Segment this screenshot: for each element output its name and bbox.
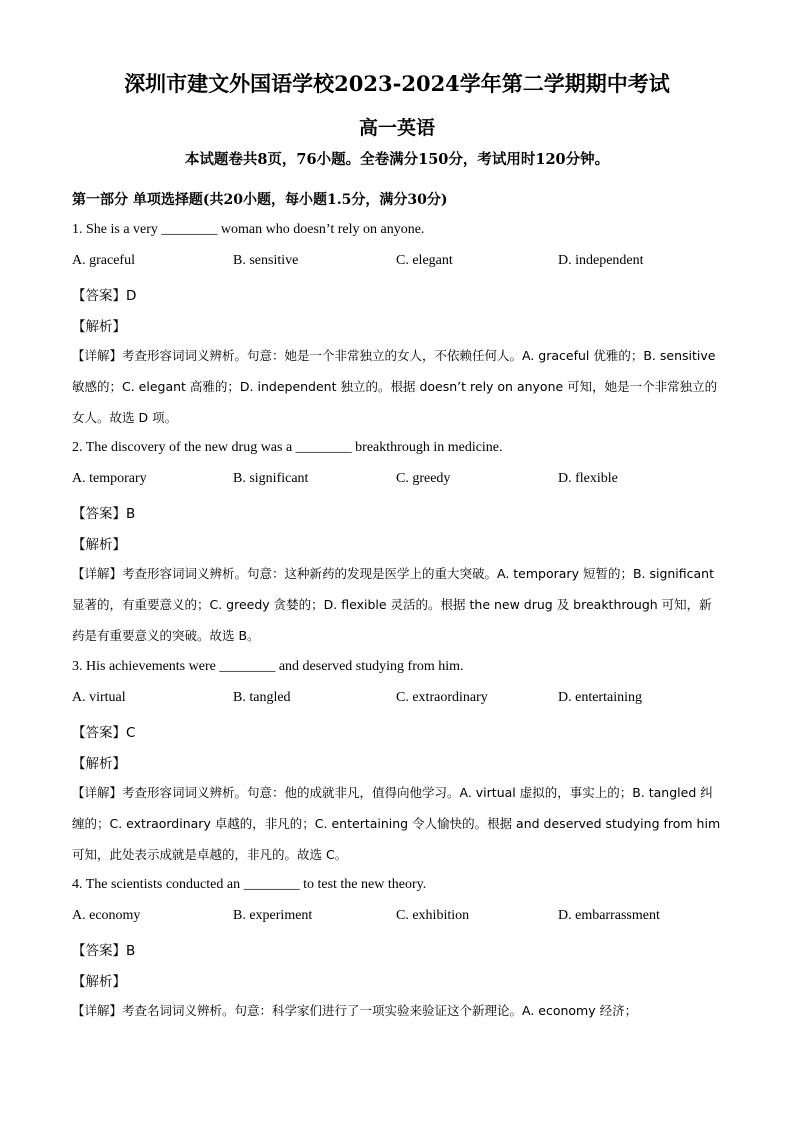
- answer-label: 【答案】D: [72, 288, 137, 304]
- option-a: A. temporary: [72, 471, 147, 486]
- answer-label: 【答案】C: [72, 725, 136, 741]
- analysis-label: 【解析】: [72, 756, 126, 772]
- option-c: C. exhibition: [396, 908, 470, 923]
- option-d: D. flexible: [558, 471, 618, 486]
- answer-label: 【答案】B: [72, 506, 136, 522]
- detail-explanation: 【详解】考查名词词义辨析。句意：科学家们进行了一项实验来验证这个新理论。A. economy 经济；: [72, 1003, 638, 1018]
- detail-explanation: 【详解】考查形容词词义辨析。句意：他的成就非凡，值得向他学习。A. virtual 虚拟的，事实上的；B. tangled 纠缠的；C. extraordinary 卓越的，非凡的；C. entertaining 令人愉快的。根据 and deserved studying from him 可知，此处表示成就是卓越的，非凡的。故选 C。: [72, 785, 721, 862]
- detail-explanation: 【详解】考查形容词词义辨析。句意：这种新药的发现是医学上的重大突破。A. temporary 短暂的；B. significant 显著的，有重要意义的；C. greedy 贪婪的；D. flexible 灵活的。根据 the new drug 及 breakthrough 可知，新药是有重要意义的突破。故选 B。: [72, 566, 715, 643]
- option-d: D. independent: [558, 253, 644, 268]
- option-a: A. virtual: [72, 690, 126, 705]
- question-stem: 3. His achievements were ________ and deserved studying from him.: [72, 659, 464, 674]
- option-b: B. experiment: [233, 908, 313, 923]
- answer-label: 【答案】B: [72, 943, 136, 959]
- analysis-label: 【解析】: [72, 319, 126, 335]
- option-c: C. elegant: [396, 253, 453, 268]
- option-d: D. entertaining: [558, 690, 642, 705]
- exam-instructions: 本试题卷共8页，76小题。全卷满分150分，考试用时120分钟。: [184, 151, 610, 168]
- question-stem: 1. She is a very ________ woman who doesn’t rely on anyone.: [72, 222, 425, 237]
- exam-title: 深圳市建文外国语学校2023-2024学年第二学期期中考试: [124, 71, 670, 96]
- option-b: B. tangled: [233, 690, 291, 705]
- analysis-label: 【解析】: [72, 537, 126, 553]
- option-b: B. significant: [233, 471, 309, 486]
- option-d: D. embarrassment: [558, 908, 660, 923]
- question-stem: 2. The discovery of the new drug was a ________ breakthrough in medicine.: [72, 440, 503, 455]
- option-b: B. sensitive: [233, 253, 299, 268]
- analysis-label: 【解析】: [72, 974, 126, 990]
- option-c: C. greedy: [396, 471, 451, 486]
- option-a: A. graceful: [72, 253, 135, 268]
- question-stem: 4. The scientists conducted an ________ to test the new theory.: [72, 877, 427, 892]
- section-title: 第一部分 单项选择题(共20小题，每小题1.5分，满分30分): [72, 192, 448, 208]
- option-a: A. economy: [72, 908, 141, 923]
- detail-explanation: 【详解】考查形容词词义辨析。句意：她是一个非常独立的女人，不依赖任何人。A. graceful 优雅的；B. sensitive 敏感的；C. elegant 高雅的；D. independent 独立的。根据 doesn’t rely on anyone 可知，她是一个非常独立的女人。故选 D 项。: [72, 348, 718, 425]
- option-c: C. extraordinary: [396, 690, 488, 705]
- exam-subject: 高一英语: [358, 117, 435, 139]
